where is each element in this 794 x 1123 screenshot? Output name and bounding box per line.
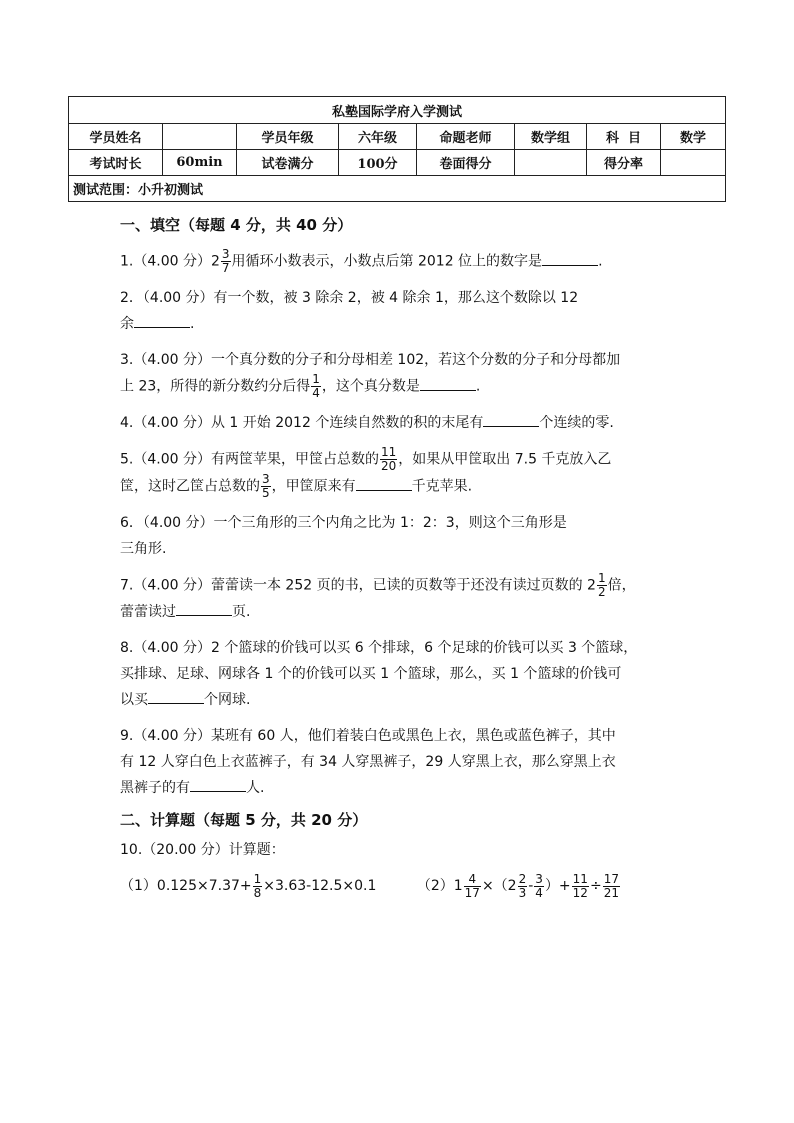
fraction: $\frac{4}{17}$ — [464, 871, 480, 900]
score-value — [515, 150, 587, 176]
answer-blank[interactable] — [134, 313, 190, 328]
exam-header-table — [68, 96, 726, 202]
rate-label: 得分率 — [587, 150, 661, 176]
question-3: 3.（4.00 分）一个真分数的分子和分母相差 102，若这个分数的分子和分母都加 上 23，所得的新分数约分后得 $\frac{1}{4}$ ，这个真分数是 . — [120, 352, 621, 400]
section-1-title: 一、填空（每题 4 分，共 40 分） — [120, 216, 353, 234]
test-scope: 测试范围：小升初测试 — [69, 176, 726, 202]
question-8: 8.（4.00 分）2 个篮球的价钱可以买 6 个排球，6 个足球的价钱可以买 3 个篮球， 买排球、足球、网球各 1 个的价钱可以买 1 个篮球，那么，买 1 个篮球的价钱可 以买 个网球. — [120, 640, 638, 708]
exam-title: 私塾国际学府入学测试 — [69, 97, 726, 124]
fraction: $\frac{11}{12}$ — [572, 871, 588, 900]
question-6: 6．（4.00 分）一个三角形的三个内角之比为 1：2：3，则这个三角形是 三角形. — [120, 515, 567, 557]
q10-part-1: （1）0.125×7.37+ $\frac{1}{8}$ ×3.63-12.5×0.1 — [120, 871, 377, 900]
question-4: 4.（4.00 分）从 1 开始 2012 个连续自然数的积的末尾有 个连续的零. — [120, 410, 690, 436]
q10-expressions — [120, 869, 690, 903]
full-score-value: 100分 — [339, 150, 417, 176]
answer-blank[interactable] — [420, 376, 476, 391]
q10-part-2: （2）1 $\frac{4}{17}$ ×（2 $\frac{2}{3}$ - $\frac{3}{4}$ ）+ $\frac{11}{12}$ ÷ $\frac{17}{21}$ — [416, 871, 619, 900]
q1-fraction: $\frac{3}{7}$ — [221, 247, 230, 275]
q5-fraction-2: $\frac{3}{5}$ — [262, 472, 270, 500]
info-row-1 — [69, 124, 726, 150]
grade-label: 学员年级 — [237, 124, 339, 150]
q4-text: 4.（4.00 分）从 1 开始 2012 个连续自然数的积的末尾有 — [120, 415, 484, 431]
answer-blank[interactable] — [356, 476, 412, 491]
question-5: 5.（4.00 分）有两筐苹果，甲筐占总数的 $\frac{11}{20}$ ，如果从甲筐取出 7.5 千克放入乙 筐，这时乙筐占总数的 $\frac{3}{5}$ ，甲筐原来有 千克苹果. — [120, 445, 612, 500]
grade-value: 六年级 — [339, 124, 417, 150]
fraction: $\frac{2}{3}$ — [518, 871, 527, 900]
question-1: 1.（4.00 分）2 $\frac{3}{7}$ 用循环小数表示，小数点后第 2012 位上的数字是 . — [120, 247, 603, 275]
q6-text: 6．（4.00 分）一个三角形的三个内角之比为 1：2：3，则这个三角形是 — [120, 515, 567, 531]
section-2-title: 二、计算题（每题 5 分，共 20 分） — [120, 811, 368, 829]
score-label: 卷面得分 — [417, 150, 515, 176]
teacher-value: 数学组 — [515, 124, 587, 150]
q7-text: 7.（4.00 分）蕾蕾读一本 252 页的书，已读的页数等于还没有读过页数的 2 — [120, 577, 596, 594]
q5-fraction-1: $\frac{11}{20}$ — [380, 445, 397, 473]
student-name-value — [163, 124, 237, 150]
info-row-2 — [69, 150, 726, 176]
teacher-label: 命题老师 — [417, 124, 515, 150]
question-2: 2．（4.00 分）有一个数，被 3 除余 2，被 4 除余 1，那么这个数除以 12 余 . — [120, 290, 579, 332]
question-9: 9.（4.00 分）某班有 60 人，他们着装白色或黑色上衣，黑色或蓝色裤子，其中 有 12 人穿白色上衣蓝裤子，有 34 人穿黑裤子，29 人穿黑上衣，那么穿黑上衣 黑裤子的有 人. — [120, 728, 616, 796]
subject-label: 科 目 — [587, 124, 661, 150]
answer-blank[interactable] — [483, 412, 539, 427]
rate-value — [661, 150, 726, 176]
answer-blank[interactable] — [542, 251, 598, 266]
question-10: 10.（20.00 分）计算题： — [120, 842, 285, 858]
answer-blank[interactable] — [190, 777, 246, 792]
q8-text: 8.（4.00 分）2 个篮球的价钱可以买 6 个排球，6 个足球的价钱可以买 3 个篮球， — [120, 640, 638, 656]
subject-value: 数学 — [661, 124, 726, 150]
answer-blank[interactable] — [148, 689, 204, 704]
answer-blank[interactable] — [176, 601, 232, 616]
fraction: $\frac{1}{8}$ — [253, 871, 262, 900]
duration-label: 考试时长 — [69, 150, 163, 176]
fraction: $\frac{3}{4}$ — [535, 871, 543, 900]
student-name-label: 学员姓名 — [69, 124, 163, 150]
exam-content — [120, 212, 690, 903]
duration-value: 60min — [163, 150, 237, 176]
q2-text: 2．（4.00 分）有一个数，被 3 除余 2，被 4 除余 1，那么这个数除以 12 — [120, 290, 579, 306]
q9-text: 9.（4.00 分）某班有 60 人，他们着装白色或黑色上衣，黑色或蓝色裤子，其中 — [120, 728, 616, 744]
q7-fraction: $\frac{1}{2}$ — [597, 571, 606, 599]
q5-text: 5.（4.00 分）有两筐苹果，甲筐占总数的 — [120, 451, 379, 468]
question-7: 7.（4.00 分）蕾蕾读一本 252 页的书，已读的页数等于还没有读过页数的 2 $\frac{1}{2}$ 倍， 蕾蕾读过 页. — [120, 571, 636, 620]
fraction: $\frac{17}{21}$ — [603, 871, 619, 900]
full-score-label: 试卷满分 — [237, 150, 339, 176]
q3-fraction: $\frac{1}{4}$ — [312, 372, 320, 400]
q3-text: 3.（4.00 分）一个真分数的分子和分母相差 102，若这个分数的分子和分母都加 — [120, 352, 621, 368]
q1-text: 1.（4.00 分）2 — [120, 253, 220, 270]
